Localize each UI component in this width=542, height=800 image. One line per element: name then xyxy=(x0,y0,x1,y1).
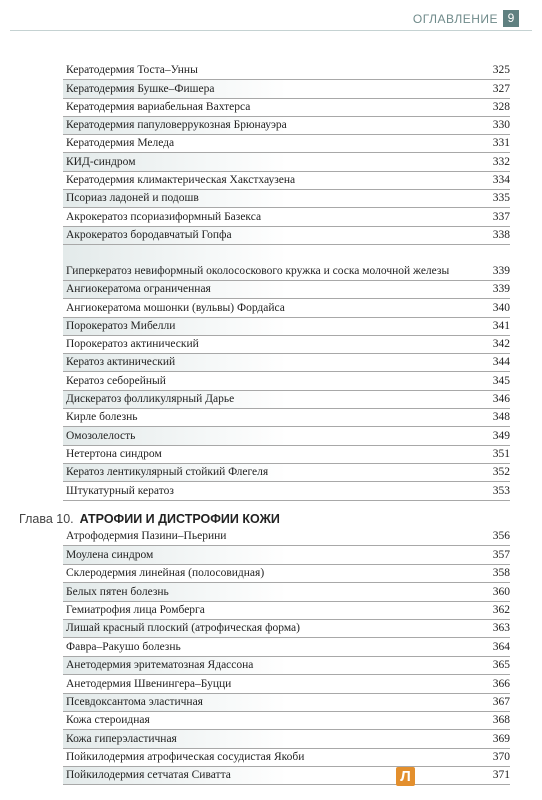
toc-entry-title: Дискератоз фолликулярный Дарье xyxy=(66,393,235,406)
watermark-logo: Л xyxy=(396,767,415,786)
page-number-badge: 9 xyxy=(503,10,519,27)
toc-entry-title: Кератодермия вариабельная Вахтерса xyxy=(66,100,251,113)
toc-entry-title: Нетертона синдром xyxy=(66,447,162,460)
toc-entry xyxy=(63,565,510,583)
toc-entry xyxy=(63,694,510,712)
toc-entry-title: Кератодермия Бушке–Фишера xyxy=(66,82,215,95)
toc-entry-title: Псориаз ладоней и подошв xyxy=(66,192,199,205)
toc-entry-title: Фавра–Ракушо болезнь xyxy=(66,640,181,653)
toc-entry xyxy=(63,117,510,135)
toc-entry-title: Кератоз себорейный xyxy=(66,374,166,387)
toc-entry-page: 358 xyxy=(492,567,510,580)
toc-entry-page: 325 xyxy=(492,64,510,77)
chapter-label: Глава 10. xyxy=(19,512,74,526)
toc-entry-page: 328 xyxy=(492,100,510,113)
toc-entry-page: 362 xyxy=(492,603,510,616)
toc-entry-page: 369 xyxy=(492,732,510,745)
toc-entry xyxy=(63,602,510,620)
toc-entry-page: 365 xyxy=(492,659,510,672)
toc-entry xyxy=(63,99,510,117)
toc-entry-title: Атрофодермия Пазини–Пьерини xyxy=(66,530,227,543)
toc-entry xyxy=(63,675,510,693)
toc-entry-page: 351 xyxy=(492,447,510,460)
toc-entry xyxy=(63,657,510,675)
toc-entry-page: 366 xyxy=(492,677,510,690)
toc-entry-title: Акрокератоз бородавчатый Гопфа xyxy=(66,228,232,241)
toc-entry xyxy=(63,135,510,153)
toc-entry-title: Кирле болезнь xyxy=(66,411,138,424)
toc-entry xyxy=(63,354,510,372)
chapter-title: АТРОФИИ И ДИСТРОФИИ КОЖИ xyxy=(79,512,280,526)
toc-entry xyxy=(63,583,510,601)
toc-entry-title: Белых пятен болезнь xyxy=(66,585,169,598)
toc-entry-page: 339 xyxy=(492,283,510,296)
toc-entry-page: 364 xyxy=(492,640,510,653)
toc-entry xyxy=(63,712,510,730)
toc-entry xyxy=(63,62,510,80)
toc-entry-title: Анетодермия эритематозная Ядассона xyxy=(66,659,254,672)
toc-entry xyxy=(63,153,510,171)
toc-entry xyxy=(63,245,510,281)
toc-entry-title: Лишай красный плоский (атрофическая форма) xyxy=(66,622,300,635)
toc-entry-title: Ангиокератома ограниченная xyxy=(66,283,211,296)
toc-entry-page: 335 xyxy=(492,192,510,205)
toc-entry-page: 348 xyxy=(492,411,510,424)
toc-entry-title: Кожа гиперэластичная xyxy=(66,732,177,745)
toc-entry-page: 349 xyxy=(492,429,510,442)
toc-entry xyxy=(63,318,510,336)
toc-entry xyxy=(63,528,510,546)
toc-entry-title: Гиперкератоз невиформный околососкового кружка и соска молочной железы xyxy=(66,264,450,277)
toc-entry xyxy=(63,190,510,208)
toc-entry-title: Кожа стероидная xyxy=(66,714,150,727)
toc-entry xyxy=(63,546,510,564)
toc-entry-page: 334 xyxy=(492,174,510,187)
toc-entry-page: 346 xyxy=(492,393,510,406)
toc-entry xyxy=(63,372,510,390)
toc-entry-page: 370 xyxy=(492,751,510,764)
toc-entry-page: 341 xyxy=(492,319,510,332)
chapter-heading xyxy=(19,512,280,526)
toc-entry xyxy=(63,80,510,98)
toc-entry xyxy=(63,464,510,482)
toc-entry-title: Кератоз актинический xyxy=(66,356,176,369)
toc-entry-page: 331 xyxy=(492,137,510,150)
toc-entry-page: 342 xyxy=(492,338,510,351)
toc-entry-title: Акрокератоз псориазиформный Базекса xyxy=(66,210,262,223)
toc-entry-page: 368 xyxy=(492,714,510,727)
toc-entry-title: Порокератоз актинический xyxy=(66,338,199,351)
toc-entry-title: Пойкилодермия сетчатая Сиватта xyxy=(66,769,231,782)
toc-entry-page: 332 xyxy=(492,155,510,168)
toc-entry-page: 371 xyxy=(492,769,510,782)
toc-entry-title: Кератодермия папуловеррукозная Брюнауэра xyxy=(66,119,287,132)
toc-section-chapter-10 xyxy=(63,528,510,785)
toc-entry-title: Псевдоксантома эластичная xyxy=(66,695,203,708)
toc-entry-title: Штукатурный кератоз xyxy=(66,484,174,497)
toc-entry-page: 357 xyxy=(492,548,510,561)
toc-entry xyxy=(63,427,510,445)
toc-entry xyxy=(63,299,510,317)
toc-entry xyxy=(63,730,510,748)
toc-entry-page: 340 xyxy=(492,301,510,314)
toc-entry xyxy=(63,446,510,464)
toc-section-keratoses xyxy=(63,62,510,501)
toc-entry xyxy=(63,227,510,245)
toc-entry-title: Омозолелость xyxy=(66,429,136,442)
toc-entry-page: 344 xyxy=(492,356,510,369)
toc-entry xyxy=(63,391,510,409)
toc-entry-page: 339 xyxy=(492,264,510,277)
toc-entry-page: 353 xyxy=(492,484,510,497)
running-header-title: ОГЛАВЛЕНИЕ xyxy=(412,12,498,26)
toc-entry-page: 330 xyxy=(492,119,510,132)
toc-entry-title: Кератодермия климактерическая Хакстхаузена xyxy=(66,174,296,187)
toc-entry xyxy=(63,482,510,500)
toc-entry xyxy=(63,172,510,190)
toc-entry-title: Кератоз лентикулярный стойкий Флегеля xyxy=(66,466,269,479)
toc-entry xyxy=(63,336,510,354)
toc-entry-page: 367 xyxy=(492,695,510,708)
toc-entry-title: Склеродермия линейная (полосовидная) xyxy=(66,567,265,580)
toc-entry xyxy=(63,620,510,638)
toc-entry-page: 356 xyxy=(492,530,510,543)
toc-entry xyxy=(63,281,510,299)
toc-entry-title: Порокератоз Мибелли xyxy=(66,319,176,332)
toc-entry xyxy=(63,409,510,427)
toc-entry-title: Кератодермия Меледа xyxy=(66,137,175,150)
toc-entry-page: 352 xyxy=(492,466,510,479)
toc-entry-page: 327 xyxy=(492,82,510,95)
toc-entry-title: КИД-синдром xyxy=(66,155,136,168)
toc-entry-title: Пойкилодермия атрофическая сосудистая Якоби xyxy=(66,751,305,764)
toc-entry-title: Гемиатрофия лица Ромберга xyxy=(66,603,205,616)
toc-entry-page: 338 xyxy=(492,228,510,241)
header-rule xyxy=(10,30,532,31)
toc-entry-page: 337 xyxy=(492,210,510,223)
toc-entry-title: Анетодермия Швенингера–Буцци xyxy=(66,677,232,690)
toc-entry-page: 345 xyxy=(492,374,510,387)
toc-entry xyxy=(63,767,510,785)
toc-entry-title: Моулена синдром xyxy=(66,548,154,561)
toc-entry xyxy=(63,749,510,767)
toc-entry-page: 360 xyxy=(492,585,510,598)
toc-entry-title: Ангиокератома мошонки (вульвы) Фордайса xyxy=(66,301,285,314)
toc-entry-title: Кератодермия Тоста–Унны xyxy=(66,64,198,77)
toc-entry xyxy=(63,208,510,226)
toc-entry xyxy=(63,638,510,656)
toc-entry-page: 363 xyxy=(492,622,510,635)
